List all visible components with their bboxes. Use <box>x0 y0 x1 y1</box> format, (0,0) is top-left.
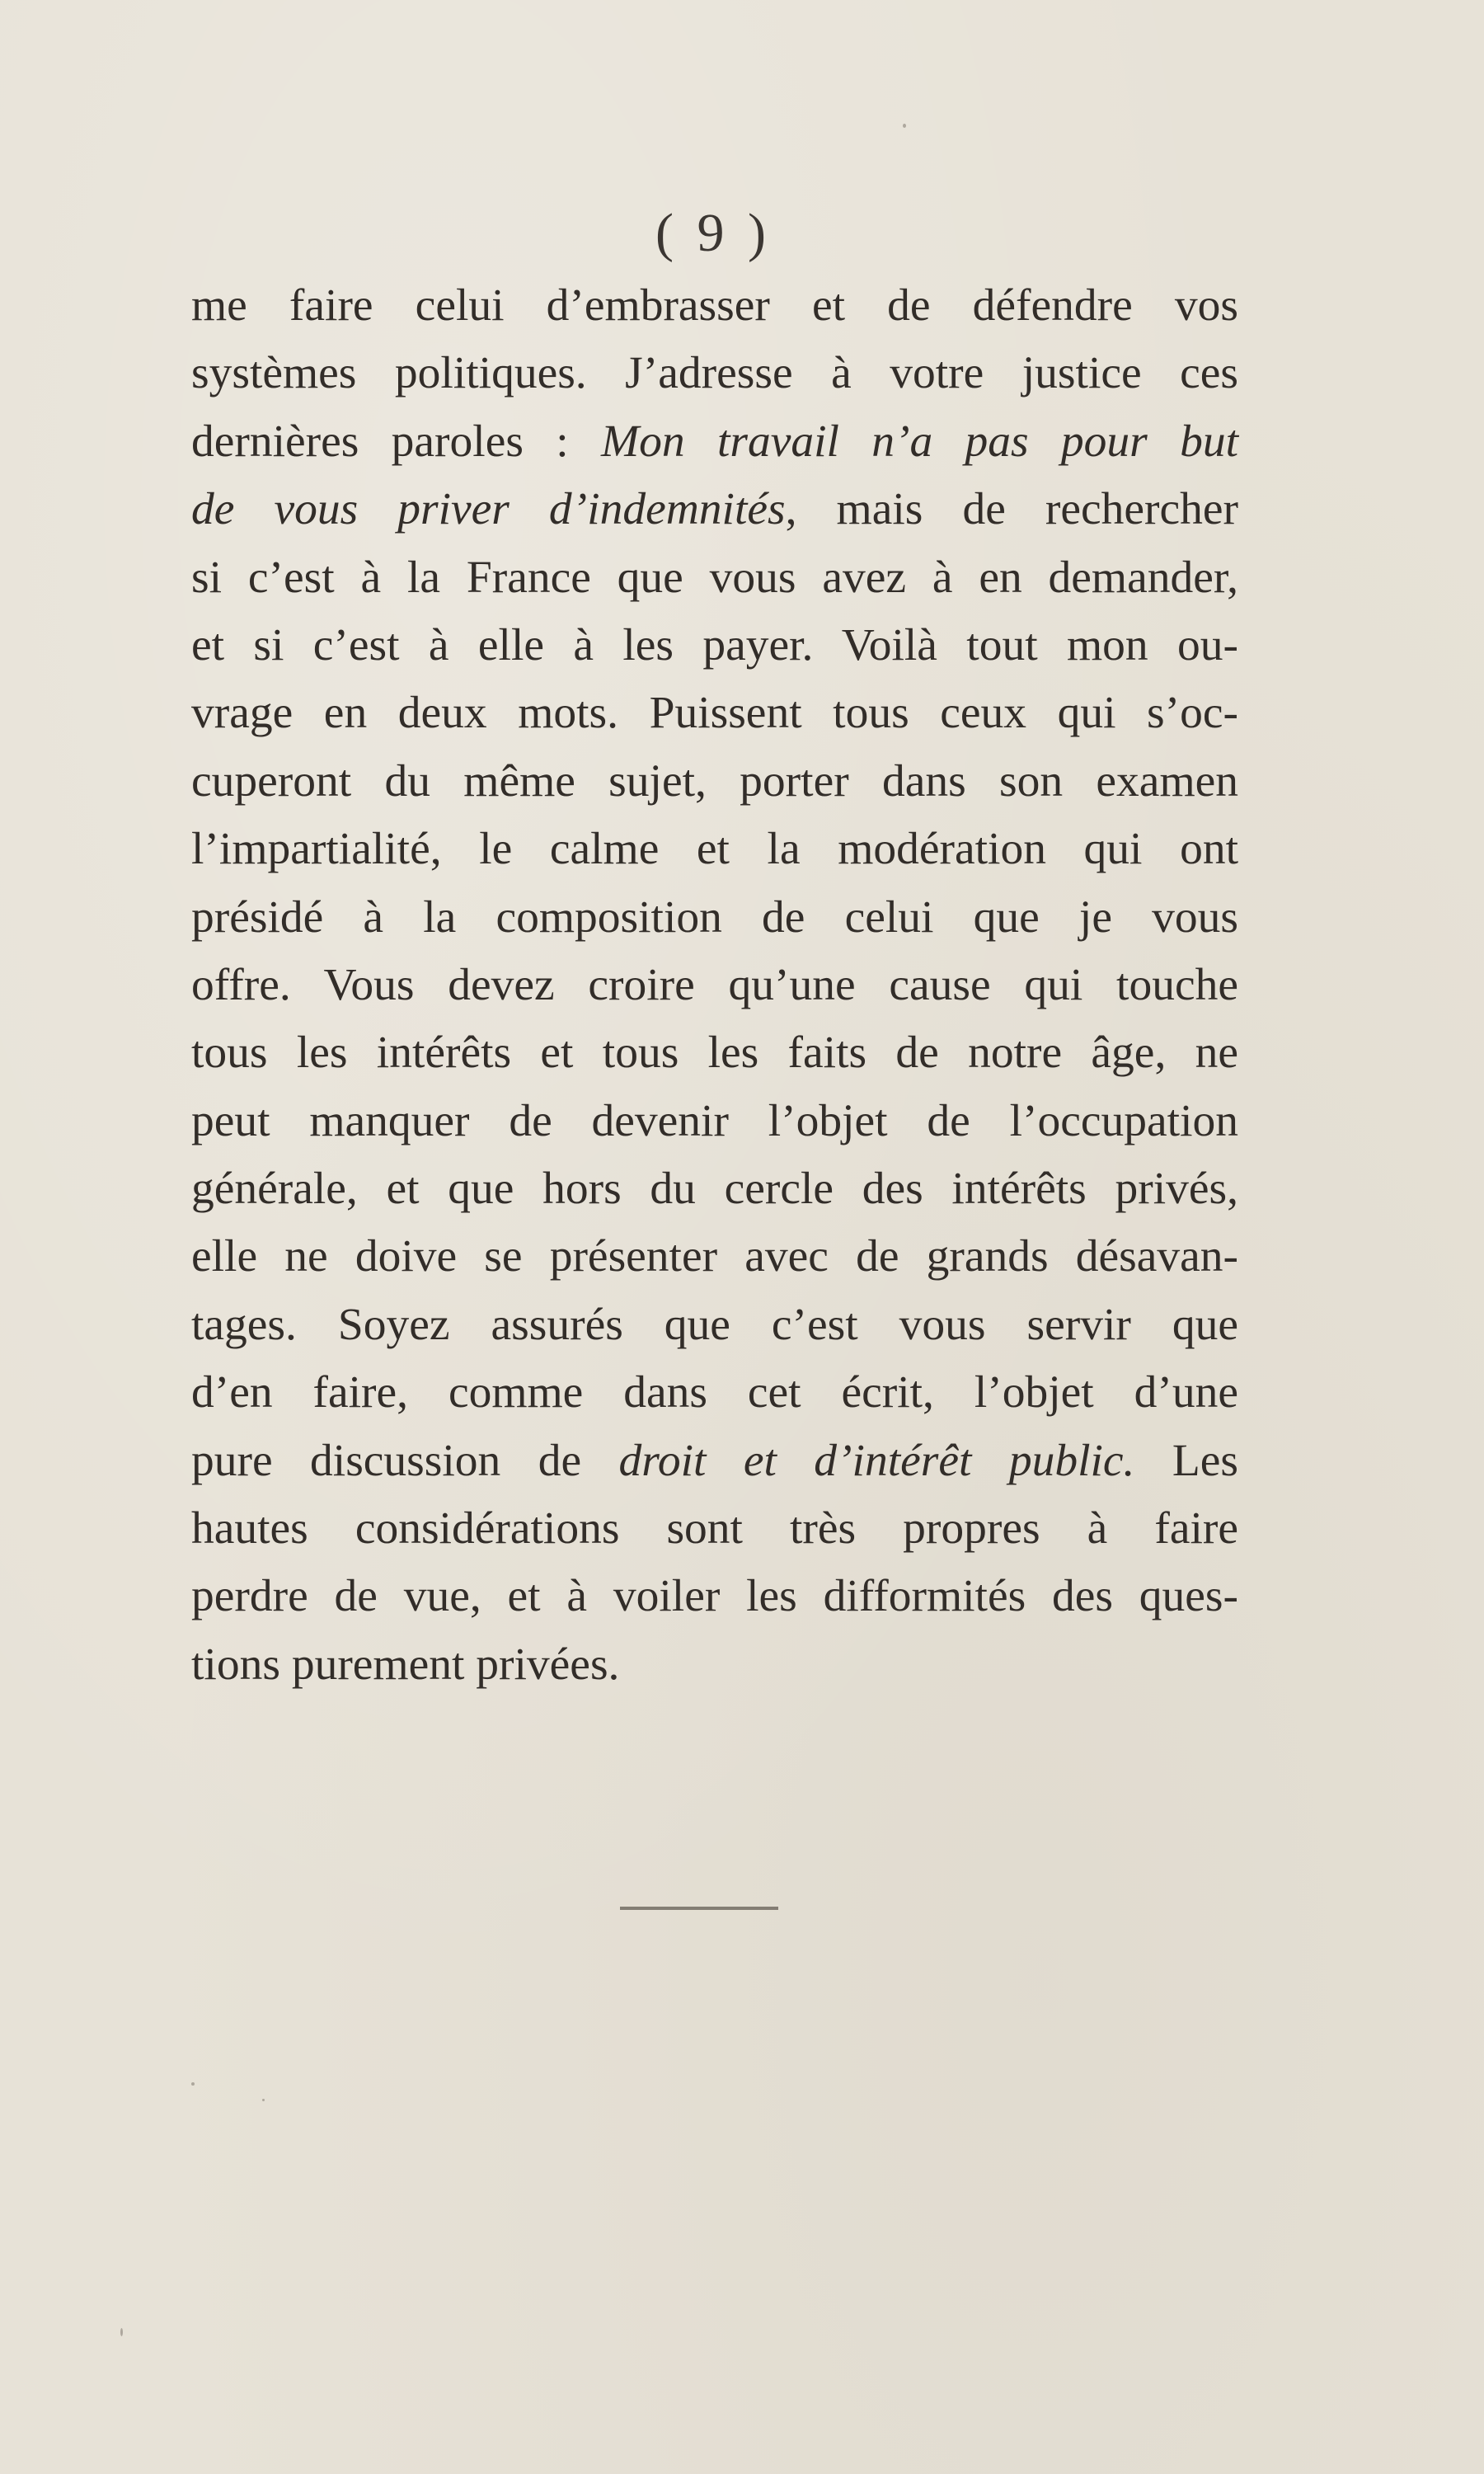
italic-text: Mon travail n’a pas pour but <box>600 416 1238 467</box>
text-segment: , mais de rechercher <box>785 484 1238 535</box>
text-segment: perdre de vue, et à voiler les difformités des ques- <box>191 1571 1238 1622</box>
text-segment: générale, et que hors du cercle des intérêts privés, <box>191 1164 1238 1215</box>
text-line <box>191 680 1238 747</box>
text-segment: elle ne doive se présenter avec de grands désavan- <box>191 1231 1238 1282</box>
text-line <box>191 1291 1238 1359</box>
text-segment: et si c’est à elle à les payer. Voilà tout mon ou- <box>191 619 1238 670</box>
italic-text: droit et d’intérêt public. <box>618 1435 1135 1486</box>
text-line <box>191 884 1238 952</box>
text-line <box>191 408 1238 476</box>
page-number: ( 9 ) <box>655 203 771 263</box>
text-line <box>191 476 1238 543</box>
body-text <box>191 272 1238 1699</box>
text-line <box>191 1427 1238 1495</box>
text-line <box>191 816 1238 883</box>
text-segment: tous les intérêts et tous les faits de notre âge, ne <box>191 1028 1238 1079</box>
paper-speck <box>191 2082 195 2086</box>
text-line <box>191 1495 1238 1563</box>
text-line <box>191 748 1238 816</box>
text-segment: vrage en deux mots. Puissent tous ceux qui s’oc- <box>191 688 1238 739</box>
text-segment: me faire celui d’embrasser et de défendre vos <box>191 280 1238 331</box>
text-line <box>191 544 1238 612</box>
text-line <box>191 612 1238 680</box>
text-line <box>191 340 1238 407</box>
text-line <box>191 1088 1238 1155</box>
text-segment: tions purement privées. <box>191 1639 620 1690</box>
text-segment: peut manquer de devenir l’objet de l’occupation <box>191 1095 1238 1146</box>
text-line <box>191 1155 1238 1223</box>
paper-speck <box>120 2328 123 2336</box>
text-line <box>191 272 1238 340</box>
text-segment: dernières paroles : <box>191 416 601 467</box>
text-segment: l’impartialité, le calme et la modération qui ont <box>191 824 1238 875</box>
text-segment: cuperont du même sujet, porter dans son examen <box>191 755 1238 807</box>
italic-text: de vous priver d’indemnités <box>191 484 786 535</box>
text-segment: Les <box>1134 1435 1238 1486</box>
text-line <box>191 1223 1238 1291</box>
paper-speck <box>903 124 906 128</box>
text-segment: d’en faire, comme dans cet écrit, l’objet d’une <box>191 1367 1238 1418</box>
text-segment: tages. Soyez assurés que c’est vous servir que <box>191 1299 1238 1350</box>
text-segment: présidé à la composition de celui que je vous <box>191 891 1238 943</box>
text-segment: systèmes politiques. J’adresse à votre justice ces <box>191 348 1238 399</box>
text-segment: hautes considérations sont très propres à faire <box>191 1503 1238 1554</box>
text-segment: pure discussion de <box>191 1435 619 1486</box>
text-line <box>191 1631 1238 1699</box>
text-segment: si c’est à la France que vous avez à en demander, <box>191 552 1238 603</box>
text-line <box>191 1359 1238 1427</box>
text-segment: offre. Vous devez croire qu’une cause qui touche <box>191 959 1238 1010</box>
paper-speck <box>262 2099 265 2101</box>
text-line <box>191 1019 1238 1087</box>
text-line <box>191 952 1238 1019</box>
end-rule <box>620 1907 778 1910</box>
text-line <box>191 1563 1238 1630</box>
